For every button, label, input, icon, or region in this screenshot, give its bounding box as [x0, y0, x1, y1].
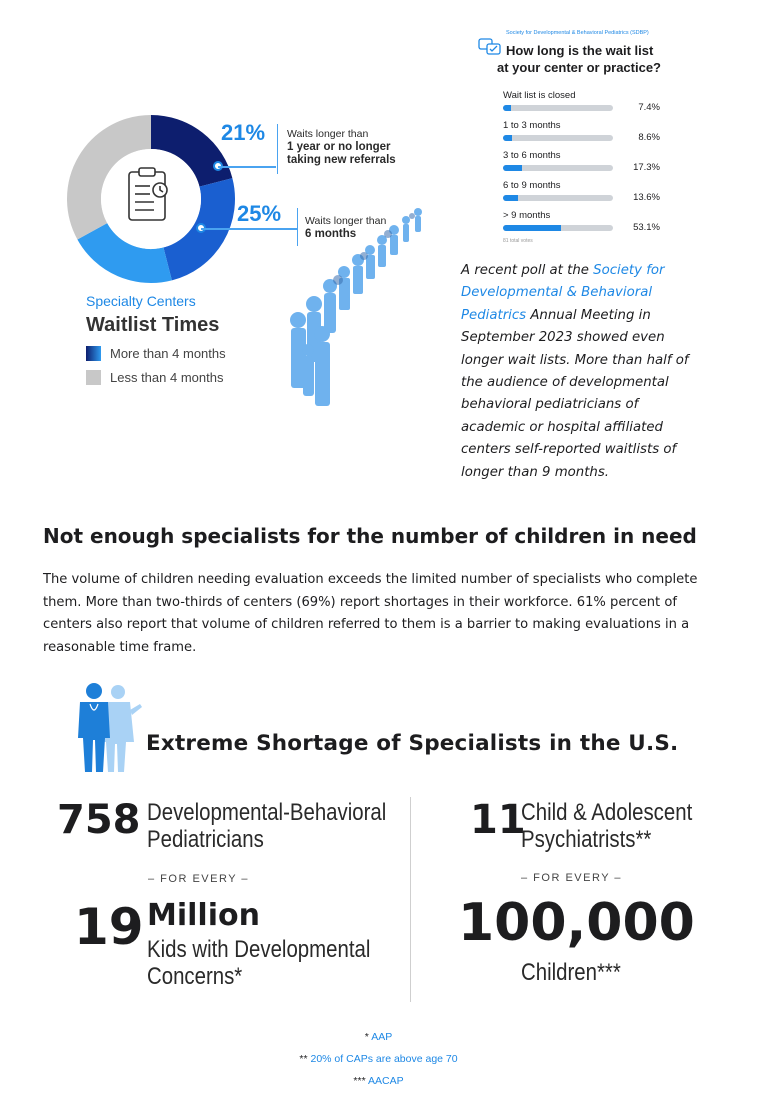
poll-option-label: > 9 months — [503, 210, 551, 221]
callout-connector-21 — [218, 166, 276, 168]
chat-bubbles-icon — [478, 38, 502, 56]
dbp-label: Developmental-Behavioral Pediatricians — [147, 799, 387, 853]
children-label: Children*** — [521, 959, 621, 986]
callout-text-21: Waits longer than 1 year or no longer taking new referrals — [287, 128, 396, 166]
dbp-count: 758 — [57, 797, 141, 843]
poll-option — [503, 90, 673, 120]
legend-label-less: Less than 4 months — [110, 370, 224, 385]
poll-org: Society for Developmental & Behavioral Pediatrics (SDBP) — [506, 30, 649, 36]
callout-text-25: Waits longer than 6 months — [305, 215, 387, 240]
poll-option-bar — [503, 225, 613, 231]
doctors-icon — [74, 682, 142, 774]
sdbp-link[interactable]: Society for Developmental & Behavioral Pediatrics — [461, 263, 665, 323]
poll-option-bar — [503, 165, 613, 171]
poll-footer: 81 total votes — [503, 238, 533, 244]
poll-option — [503, 210, 673, 240]
specialty-centers-subtitle: Specialty Centers — [86, 293, 196, 309]
legend-swatch-less — [86, 370, 101, 385]
poll-question-line2: at your center or practice? — [497, 60, 661, 75]
shortage-title: Extreme Shortage of Specialists in the U.S. — [146, 731, 679, 756]
footnote-caps: ** 20% of CAPs are above age 70 — [299, 1053, 458, 1065]
kids-label: Kids with Developmental Concerns* — [147, 936, 371, 990]
legend-swatch-more — [86, 346, 101, 361]
poll-option-bar-fill — [503, 105, 511, 111]
poll-option-bar — [503, 105, 613, 111]
callout-pct-25: 25% — [237, 201, 282, 226]
caps-age-link[interactable]: 20% of CAPs are above age 70 — [310, 1053, 458, 1065]
cap-count: 11 — [470, 797, 526, 843]
poll-option — [503, 120, 673, 150]
poll-option — [503, 180, 673, 210]
cap-label: Child & Adolescent Psychiatrists** — [521, 799, 693, 853]
poll-option-bar-fill — [503, 165, 522, 171]
waitlist-times-title: Waitlist Times — [86, 314, 220, 336]
poll-option-pct: 8.6% — [638, 132, 660, 143]
column-divider — [410, 797, 411, 1002]
poll-option-bar — [503, 195, 613, 201]
poll-option-pct: 53.1% — [633, 222, 660, 233]
aap-link[interactable]: AAP — [371, 1031, 393, 1043]
waiting-crowd-illustration — [278, 200, 428, 410]
callout-pct-21: 21% — [221, 120, 266, 145]
poll-option-pct: 13.6% — [633, 192, 660, 203]
aacap-link[interactable]: AACAP — [368, 1075, 404, 1087]
poll-option-bar — [503, 135, 613, 141]
poll-option-bar-fill — [503, 135, 512, 141]
poll-paragraph: A recent poll at the Society for Developmental & Behavioral Pediatrics Annual Meeting in September 2023 showed even longer wait lists. More than half of the audience of developmental behavioral pediatricians of academic or hospital affiliated centers self-reported waitlists of longer than 9 months. — [461, 263, 689, 480]
waitlist-donut-chart — [66, 114, 236, 284]
poll-option-label: 3 to 6 months — [503, 150, 561, 161]
section-body: The volume of children needing evaluation exceeds the limited number of specialists who complete them. More than two-thirds of centers (69%) report shortages in their workforce. 61% percent of centers also report that volume of children referred to them is a barrier to making evaluations in a reasonable time frame. — [43, 572, 698, 655]
poll-option-bar-fill — [503, 225, 561, 231]
poll-option — [503, 150, 673, 180]
kids-count-number: 19 — [74, 898, 144, 956]
footnote-aap: * AAP — [364, 1031, 393, 1043]
section-heading: Not enough specialists for the number of children in need — [43, 524, 697, 548]
poll-options — [503, 90, 673, 240]
kids-count-million: Million — [147, 898, 260, 933]
footnote-aacap: *** AACAP — [353, 1075, 404, 1087]
poll-option-bar-fill — [503, 195, 518, 201]
for-every-left: – FOR EVERY – — [148, 873, 250, 885]
poll-option-pct: 17.3% — [633, 162, 660, 173]
children-count: 100,000 — [458, 893, 695, 953]
poll-option-pct: 7.4% — [638, 102, 660, 113]
legend-label-more: More than 4 months — [110, 346, 226, 361]
poll-option-label: 6 to 9 months — [503, 180, 561, 191]
poll-question-line1: How long is the wait list — [506, 43, 654, 58]
poll-option-label: Wait list is closed — [503, 90, 576, 101]
for-every-right: – FOR EVERY – — [521, 872, 623, 884]
poll-option-label: 1 to 3 months — [503, 120, 561, 131]
